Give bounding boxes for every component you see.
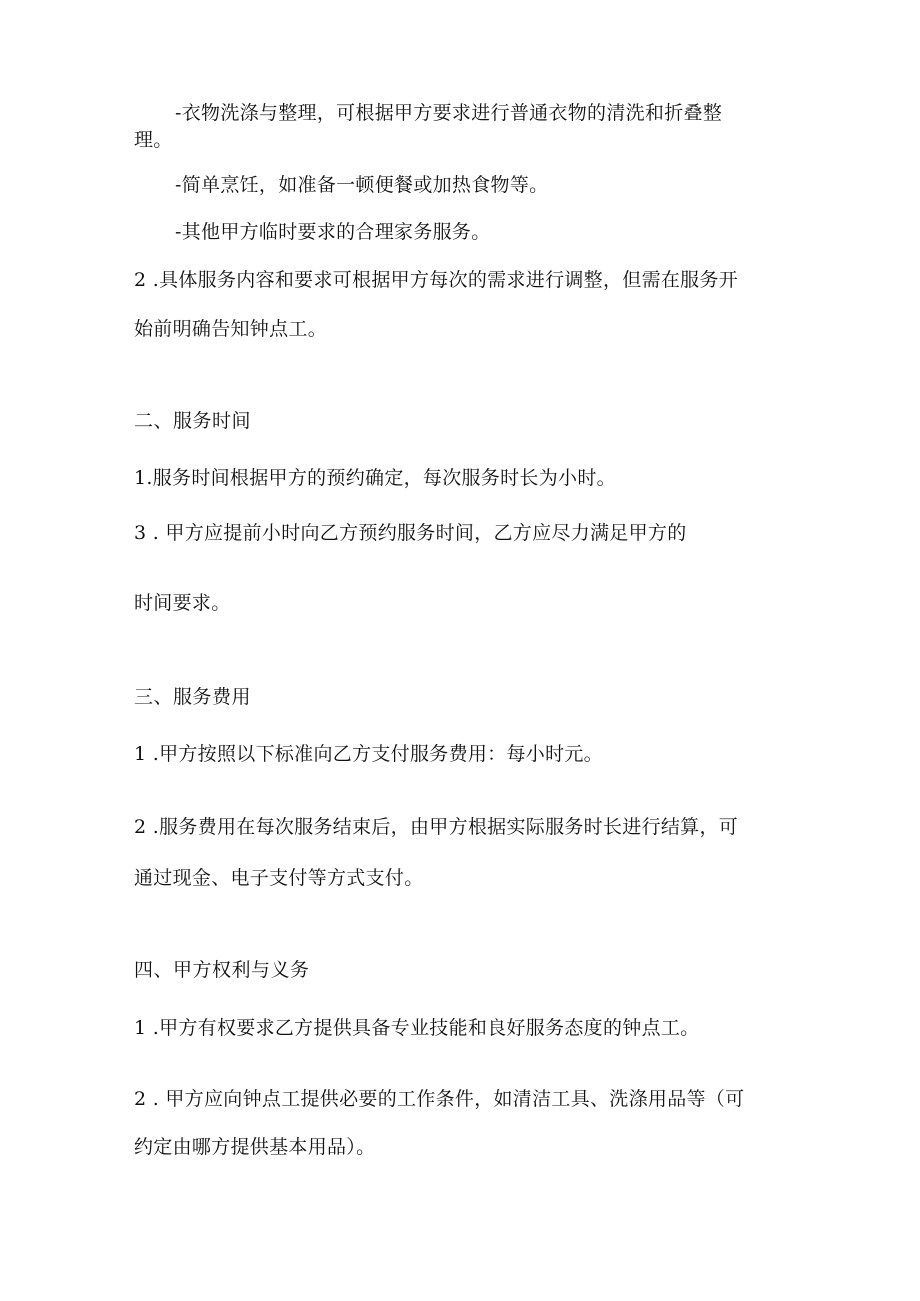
bullet-laundry-line2: 理。	[134, 129, 173, 151]
bullet-other-services: -其他甲方临时要求的合理家务服务。	[175, 221, 491, 243]
party-a-rights-item2-line2: 约定由哪方提供基本用品）。	[134, 1136, 376, 1158]
party-a-rights-item2-line1: 2 . 甲方应向钟点工提供必要的工作条件，如清洁工具、洗涤用品等（可	[134, 1088, 745, 1110]
service-time-item1: 1.服务时间根据甲方的预约确定，每次服务时长为小时。	[134, 467, 616, 489]
service-time-item2-line1: 3 . 甲方应提前小时向乙方预约服务时间，乙方应尽力满足甲方的	[134, 522, 687, 544]
service-fee-item1: 1 .甲方按照以下标准向乙方支付服务费用：每小时元。	[134, 743, 603, 765]
section-heading-party-a-rights: 四、甲方权利与义务	[134, 959, 310, 981]
section-heading-service-fee: 三、服务费用	[134, 686, 252, 708]
service-content-item2-line1: 2 .具体服务内容和要求可根据甲方每次的需求进行调整，但需在服务开	[134, 269, 739, 291]
service-fee-item2-line1: 2 .服务费用在每次服务结束后，由甲方根据实际服务时长进行结算，可	[134, 816, 739, 838]
service-content-item2-line2: 始前明确告知钟点工。	[134, 318, 328, 340]
service-fee-item2-line2: 通过现金、电子支付等方式支付。	[134, 867, 424, 889]
service-time-item2-line2: 时间要求。	[134, 592, 231, 614]
party-a-rights-item1: 1 .甲方有权要求乙方提供具备专业技能和良好服务态度的钟点工。	[134, 1017, 700, 1039]
bullet-cooking: -简单烹饪，如准备一顿便餐或加热食物等。	[175, 174, 549, 196]
section-heading-service-time: 二、服务时间	[134, 410, 252, 432]
bullet-laundry-line1: -衣物洗涤与整理，可根据甲方要求进行普通衣物的清洗和折叠整	[175, 102, 723, 124]
